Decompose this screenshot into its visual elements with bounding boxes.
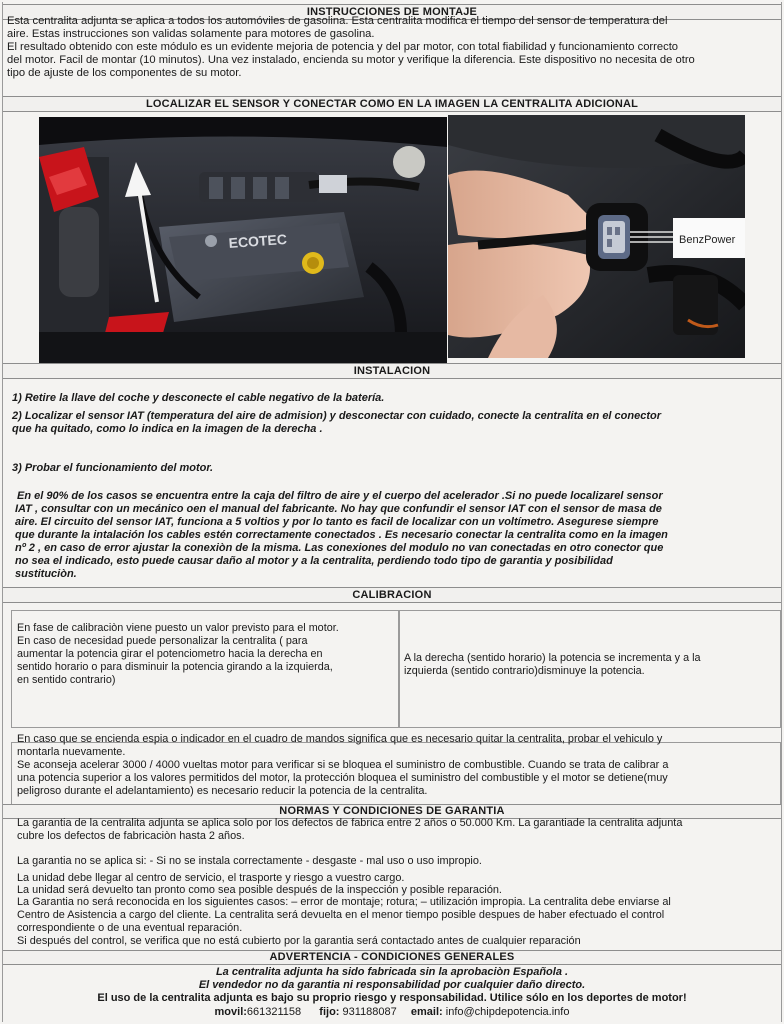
movil-number: 661321158 bbox=[246, 1006, 302, 1018]
movil-label: movil: bbox=[214, 1006, 247, 1018]
montaje-line: aire. Estas instrucciones son validas solamente para motores de gasolina. bbox=[7, 28, 375, 40]
localizar-title: LOCALIZAR EL SENSOR Y CONECTAR COMO EN LA IMAGEN LA CENTRALITA ADICIONAL bbox=[3, 96, 781, 112]
install-step-3: 3) Probar el funcionamiento del motor. bbox=[12, 462, 214, 474]
advertencia-line: El vendedor no da garantia ni responsabilidad por cualquier daño directo. bbox=[198, 979, 586, 991]
advertencia-title: ADVERTENCIA - CONDICIONES GENERALES bbox=[3, 950, 781, 965]
install-paragraph-line: IAT , consultar con un mecánico oen el manual del fabricante. No hay que confundir el sensor IAT con el sensor de masa de bbox=[15, 503, 662, 515]
warning-line: Se aconseja acelerar 3000 / 4000 vueltas motor para verificar si se bloquea el suministro de combustible. Cuando se trata de calibrar a bbox=[17, 759, 669, 771]
calibration-left-line: aumentar la potencia girar el potenciometro hacia la derecha en bbox=[17, 648, 323, 660]
warranty-line: La unidad debe llegar al centro de servicio, el trasporte y riesgo a vuestro cargo. bbox=[17, 872, 405, 884]
montaje-line: tipo de ajuste de los componentes de su motor. bbox=[7, 67, 242, 79]
montaje-line: El resultado obtenido con este módulo es un evidente mejoria de potencia y del par motor, con total fiabilidad y funcionamiento correcto bbox=[7, 41, 679, 53]
install-paragraph-line: que durante la intalación los cables estén correctamente conectados . Es necesario conectar la centralita como en la imagen bbox=[15, 529, 668, 541]
engine-photo bbox=[39, 117, 447, 364]
install-paragraph-line: aire. El circuito del sensor IAT, funciona a 5 voltios y por lo tanto es facil de localizar con un voltímetro. Asegurese siempre bbox=[15, 516, 659, 528]
calibracion-title: CALIBRACION bbox=[3, 587, 781, 603]
warranty-line: cubre los defectos de fabricaciòn hasta 2 años. bbox=[17, 830, 245, 842]
install-step-1: 1) Retire la llave del coche y desconecte el cable negativo de la batería. bbox=[12, 392, 385, 404]
montaje-title: INSTRUCCIONES DE MONTAJE bbox=[3, 4, 781, 20]
install-step-2: 2) Localizar el sensor IAT (temperatura del aire de admision) y desconectar con cuidado, conecte la centralita en el conector bbox=[12, 410, 661, 422]
warranty-line: La garantia no se aplica si: - Si no se instala correctamente - desgaste - mal uso o uso impropio. bbox=[17, 855, 482, 867]
calibration-left-line: En fase de calibraciòn viene puesto un valor previsto para el motor. bbox=[17, 622, 339, 634]
engine-logo-text: ECOTEC bbox=[228, 230, 288, 251]
warning-line: una potencia superior a los valores permitidos del motor, la protección bloquea el suministro del combustible y el motor se detiene(muy bbox=[17, 772, 668, 784]
warranty-line: La Garantia no será reconocida en los siguientes casos: – error de montaje; rotura; – utilización impropia. La centralita debe enviarse al bbox=[17, 896, 671, 908]
warranty-line: Centro de Asistencia a cargo del cliente. La centralita será devuelta en el menor tiempo posible despues de haber efectuado el control bbox=[17, 909, 665, 921]
calibration-left-line: en sentido contrario) bbox=[17, 674, 116, 686]
contact-line bbox=[3, 1006, 781, 1019]
warranty-line: correspondiente o de una eventual reparación. bbox=[17, 922, 243, 934]
install-paragraph-line: nº 2 , en caso de error ajustar la conexiòn de la misma. Las conexiones del modulo no van conectadas en otro conector que bbox=[15, 542, 664, 554]
connector-label: BenzPower bbox=[679, 234, 736, 246]
install-paragraph-line: no sea el indicado, esto puede causar daño al motor y a la centralita, perdiendo todo tipo de garantia y posibilidad bbox=[15, 555, 613, 567]
warning-line: peligroso durante el adelantamiento) es necesario reducir la potencia de la centralita. bbox=[17, 785, 428, 797]
warning-line: montarla nuevamente. bbox=[17, 746, 126, 758]
fijo-label: fijo: bbox=[319, 1006, 340, 1018]
montaje-line: Esta centralita adjunta se aplica a todos los automóviles de gasolina. Esta centralita modifica el tiempo del sensor de temperatura del bbox=[7, 15, 668, 27]
email-link[interactable]: info@chipdepotencia.info bbox=[445, 1006, 570, 1018]
fijo-number: 931188087 bbox=[342, 1006, 397, 1018]
install-paragraph-line: En el 90% de los casos se encuentra entre la caja del filtro de aire y el cuerpo del acelerador .Si no puede localizarel sensor bbox=[17, 490, 663, 502]
warranty-line: La garantia de la centralita adjunta se aplica solo por los defectos de fabrica entre 2 años o 50.000 Km. La garantiade la centralita adjunta bbox=[17, 817, 683, 829]
calibration-right-line: izquierda (sentido contrario)disminuye la potencia. bbox=[404, 665, 645, 677]
advertencia-line: El uso de la centralita adjunta es bajo su proprio riesgo y responsabilidad. Utilice sólo en los deportes de motor! bbox=[97, 992, 687, 1004]
calibration-left-line: sentido horario o para disminuir la potencia girando a la izquierda, bbox=[17, 661, 333, 673]
instalacion-title: INSTALACION bbox=[3, 363, 781, 379]
warranty-line: Si después del control, se verifica que no está cubierto por la garantia será contactado antes de cualquier reparación bbox=[17, 935, 581, 947]
calibration-right-line: A la derecha (sentido horario) la potencia se incrementa y a la bbox=[404, 652, 701, 664]
garantia-title: NORMAS Y CONDICIONES DE GARANTIA bbox=[3, 804, 781, 819]
montaje-line: del motor. Facil de montar (10 minutos). Una vez instalado, encienda su motor y verifique la diferencia. Este dispositivo no necesita de otro bbox=[7, 54, 695, 66]
advertencia-line: La centralita adjunta ha sido fabricada sin la aprobaciòn Española . bbox=[215, 966, 569, 978]
install-paragraph-line: sustituciòn. bbox=[15, 568, 77, 580]
calibration-left-line: En caso de necesidad puede personalizar la centralita ( para bbox=[17, 635, 308, 647]
email-label: email: bbox=[410, 1006, 443, 1018]
warning-line: En caso que se encienda espia o indicador en el cuadro de mandos significa que es necesario quitar la centralita, probar el vehiculo y bbox=[17, 733, 663, 745]
install-step-2-cont: que ha quitado, como lo indica en la imagen de la derecha . bbox=[12, 423, 323, 435]
warranty-line: La unidad será devuelto tan pronto como sea posible después de la inspección y posible reparación. bbox=[17, 884, 502, 896]
connector-photo bbox=[448, 115, 745, 358]
document-page bbox=[2, 2, 782, 1022]
